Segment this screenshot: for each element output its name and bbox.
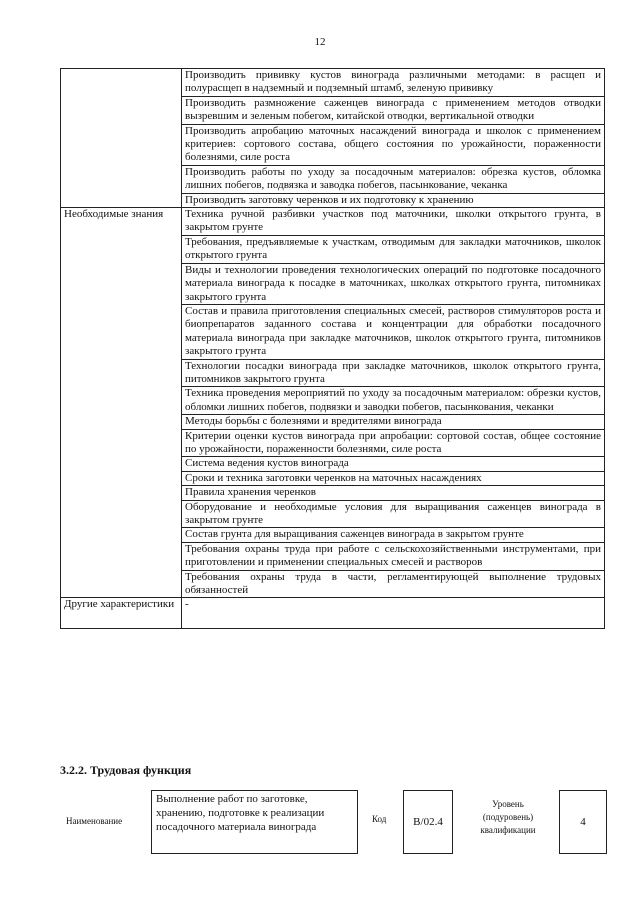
row-label-knowledge: Необходимые знания bbox=[61, 208, 182, 598]
table-cell: Состав грунта для выращивания саженцев винограда в закрытом грунте bbox=[182, 528, 605, 542]
table-cell: Методы борьбы с болезнями и вредителями винограда bbox=[182, 415, 605, 429]
name-label: Наименование bbox=[66, 816, 123, 826]
table-cell: Требования охраны труда в части, регламентирующей выполнение трудовых обязанностей bbox=[182, 570, 605, 598]
table-cell: Правила хранения черенков bbox=[182, 486, 605, 500]
table-row bbox=[61, 598, 605, 629]
name-value-box: Выполнение работ по заготовке, хранению, подготовке к реализации посадочного материала винограда bbox=[151, 790, 358, 854]
table-cell: Производить апробацию маточных насаждений винограда и школок с применением критериев: сортового состава, общего состояния по урожайности, пораженности болезнями, силе роста bbox=[182, 124, 605, 165]
row-label-other: Другие характеристики bbox=[61, 598, 182, 629]
table-cell: Оборудование и необходимые условия для выращивания саженцев винограда в закрытом грунте bbox=[182, 500, 605, 528]
table-cell: Производить работы по уходу за посадочным материалов: обрезка кустов, обломка лишних побегов, подвязка и заводка побегов, пасынкование, чеканка bbox=[182, 165, 605, 193]
table-cell: Состав и правила приготовления специальных смесей, растворов стимуляторов роста и биопрепаратов заданного состава и концентрации для обработки посадочного материала винограда при закладке маточников, школок открытого грунта, питомников закрытого грунта bbox=[182, 304, 605, 359]
level-label: Уровень (подуровень) квалификации bbox=[480, 799, 536, 835]
table-row bbox=[61, 69, 605, 97]
table-cell: Производить заготовку черенков и их подготовку к хранению bbox=[182, 193, 605, 207]
section-title: 3.2.2. Трудовая функция bbox=[60, 763, 192, 777]
page-number: 12 bbox=[314, 36, 326, 48]
code-value: В/02.4 bbox=[413, 816, 443, 828]
table-row bbox=[61, 208, 605, 236]
table-cell: Виды и технологии проведения технологических операций по подготовке посадочного материала винограда к посадке в маточниках, школках открытого грунта, питомниках закрытого грунта bbox=[182, 263, 605, 304]
table-cell: Критерии оценки кустов винограда при апробации: сортовой состав, общее состояние по урожайности, пораженности болезнями, силе роста bbox=[182, 429, 605, 457]
table-cell: Техника ручной разбивки участков под маточники, школки открытого грунта, в закрытом грунте bbox=[182, 208, 605, 236]
table-cell: Техника проведения мероприятий по уходу за посадочным материалом: обрезки кустов, обломки лишних побегов, подвязки и заводки побегов, пасынкования, чеканки bbox=[182, 387, 605, 415]
labor-function-header bbox=[0, 790, 640, 860]
level-value: 4 bbox=[580, 816, 586, 828]
level-value-box bbox=[559, 790, 607, 854]
table-cell: Производить размножение саженцев винограда с применением методов отводки вызревшим и зеленым побегом, китайской отводки, вертикальной отводки bbox=[182, 96, 605, 124]
table-cell: Требования охраны труда при работе с сельскохозяйственными инструментами, при приготовлении и применении специальных смесей и растворов bbox=[182, 542, 605, 570]
row-label bbox=[61, 69, 182, 208]
table-cell: Сроки и техника заготовки черенков на маточных насаждениях bbox=[182, 471, 605, 485]
skills-knowledge-table bbox=[60, 68, 605, 629]
table-cell: Производить прививку кустов винограда различными методами: в расщеп и полурасщеп в надземный и подземный штамб, зеленую прививку bbox=[182, 69, 605, 97]
table-cell: - bbox=[182, 598, 605, 629]
table-cell: Требования, предъявляемые к участкам, отводимым для закладки маточников, школок открытого грунта bbox=[182, 235, 605, 263]
table-cell: Система ведения кустов винограда bbox=[182, 457, 605, 471]
code-value-box bbox=[403, 790, 453, 854]
code-label: Код bbox=[372, 814, 387, 824]
table-cell: Технологии посадки винограда при закладке маточников, школок открытого грунта, питомников закрытого грунта bbox=[182, 359, 605, 387]
